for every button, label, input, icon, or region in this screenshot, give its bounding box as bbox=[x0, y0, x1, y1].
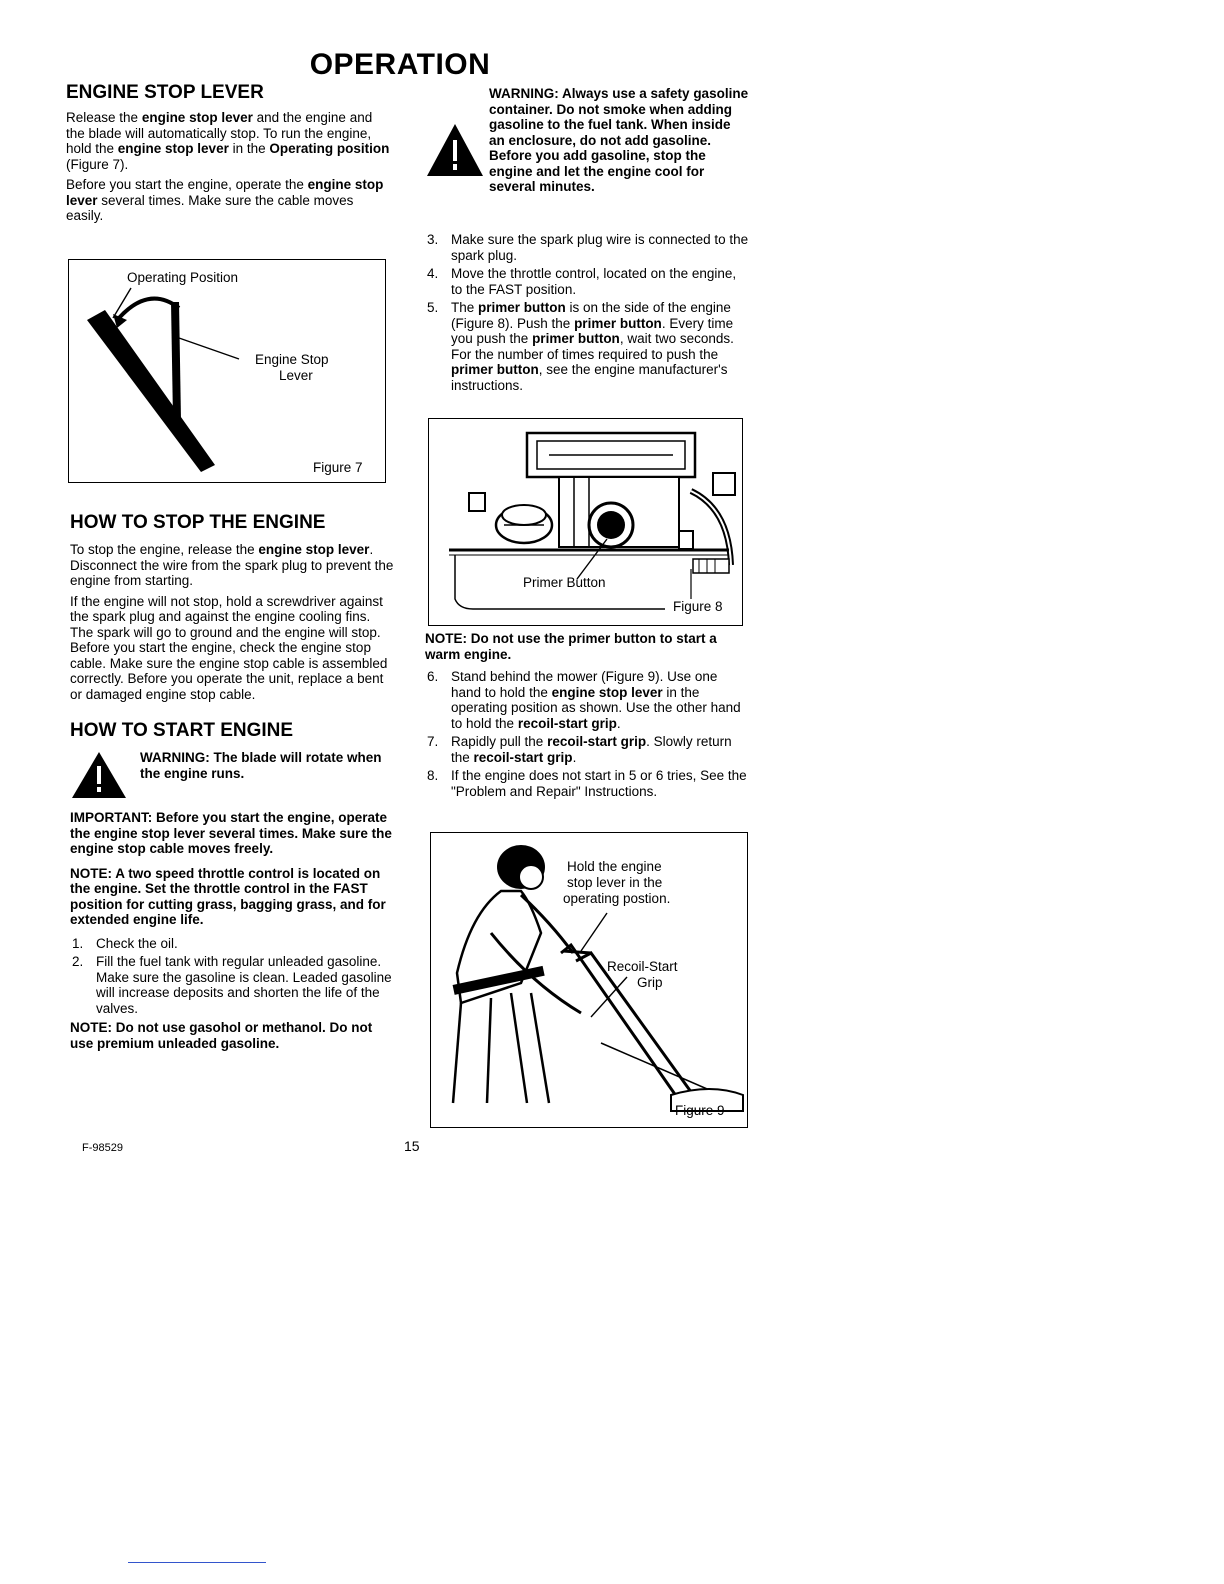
figure-7-label-lever: Lever bbox=[279, 368, 313, 383]
figure-7-label-engine-stop: Engine Stop bbox=[255, 352, 329, 367]
step-number: 1. bbox=[72, 935, 84, 951]
step-number: 7. bbox=[427, 734, 439, 749]
step-item bbox=[425, 734, 750, 765]
blade-warning-text: WARNING: The blade will rotate when the engine runs. bbox=[140, 750, 382, 781]
figure-9-caption: Figure 9 bbox=[675, 1103, 725, 1118]
fuel-warning-text: WARNING: Always use a safety gasoline container. Do not smoke when adding gasoline to the fuel tank. When inside an enclosure, do not add gasoline. Before you add gasoline, stop the engine and let the engine cool for several minutes. bbox=[489, 86, 749, 194]
figure-7-caption: Figure 7 bbox=[313, 460, 363, 475]
step-item bbox=[425, 300, 750, 393]
engine-stop-lever-illustration bbox=[69, 260, 385, 482]
figure-9-label-recoil-1: Recoil-Start bbox=[607, 959, 678, 974]
figure-9-label-recoil-2: Grip bbox=[637, 975, 663, 990]
step-text: Stand behind the mower (Figure 9). Use one hand to hold the engine stop lever in the operating position as shown. Use the other hand to hold the recoil-start grip. bbox=[451, 669, 741, 731]
how-to-stop-para-1: To stop the engine, release the engine stop lever. Disconnect the wire from the spark plug to prevent the engine from starting. bbox=[70, 542, 394, 588]
page-number: 15 bbox=[404, 1138, 420, 1154]
step-number: 8. bbox=[427, 768, 439, 783]
warning-triangle-icon bbox=[70, 750, 128, 800]
start-steps-list-3 bbox=[425, 669, 750, 799]
footer-rule bbox=[128, 1562, 266, 1563]
important-note: IMPORTANT: Before you start the engine, operate the engine stop lever several times. Make sure the engine stop cable moves freely. bbox=[70, 810, 392, 856]
step-item bbox=[425, 232, 750, 263]
step-text: The primer button is on the side of the engine (Figure 8). Push the primer button. Every time you push the primer button, wait two seconds. For the number of times required to push the primer button, see the engine manufacturer's instructions. bbox=[451, 300, 734, 393]
throttle-note: NOTE: A two speed throttle control is located on the engine. Set the throttle control in the FAST position for cutting grass, bagging grass, and for extended engine life. bbox=[70, 865, 386, 927]
step-text: Check the oil. bbox=[96, 935, 178, 951]
step-number: 5. bbox=[427, 300, 439, 315]
step-item bbox=[425, 266, 750, 297]
warning-triangle-icon bbox=[425, 122, 485, 178]
page-title: OPERATION bbox=[309, 48, 491, 81]
figure-8 bbox=[428, 418, 743, 626]
right-column-steps-a bbox=[425, 232, 750, 396]
engine-stop-lever-para-2: Before you start the engine, operate the engine stop lever several times. Make sure the cable moves easily. bbox=[66, 177, 384, 223]
step-text: Make sure the spark plug wire is connected to the spark plug. bbox=[451, 232, 749, 263]
step-text: If the engine does not start in 5 or 6 tries, See the "Problem and Repair" Instructions. bbox=[451, 768, 747, 799]
left-column-lower bbox=[70, 512, 394, 1056]
step-text: Fill the fuel tank with regular unleaded gasoline. Make sure the gasoline is clean. Leaded gasoline will increase deposits and shorten the life of the valves. bbox=[96, 954, 392, 1016]
figure-8-caption: Figure 8 bbox=[673, 599, 723, 614]
section-heading-engine-stop-lever: ENGINE STOP LEVER bbox=[66, 82, 264, 103]
figure-9-label-hold-2: stop lever in the bbox=[567, 875, 663, 890]
how-to-stop-para-2: If the engine will not stop, hold a screwdriver against the spark plug and against the engine cooling fins. The spark will go to ground and the engine will stop. Before you start the engine, check the engine stop cable. Make sure the engine stop cable is assembled correctly. Before you operate the unit, replace a bent or damaged engine stop cable. bbox=[70, 593, 388, 702]
start-steps-list-1 bbox=[70, 936, 394, 1017]
step-item bbox=[70, 954, 394, 1016]
step-text: Move the throttle control, located on the engine, to the FAST position. bbox=[451, 266, 737, 297]
step-item bbox=[425, 669, 750, 731]
figure-9 bbox=[430, 832, 748, 1128]
step-item bbox=[70, 936, 394, 952]
engine-primer-illustration bbox=[429, 419, 742, 625]
blade-warning-block bbox=[70, 750, 394, 800]
section-heading-how-to-start: HOW TO START ENGINE bbox=[70, 720, 294, 741]
start-steps-list-2 bbox=[425, 232, 750, 393]
step-number: 2. bbox=[72, 954, 84, 969]
left-column bbox=[66, 82, 392, 229]
step-number: 6. bbox=[427, 669, 439, 684]
fuel-warning-block bbox=[425, 86, 750, 226]
step-text: Rapidly pull the recoil-start grip. Slowly return the recoil-start grip. bbox=[451, 734, 732, 765]
figure-7 bbox=[68, 259, 386, 483]
document-code: F-98529 bbox=[82, 1142, 123, 1154]
figure-8-label-primer-button: Primer Button bbox=[523, 575, 606, 590]
right-column-steps-b bbox=[425, 631, 750, 802]
engine-stop-lever-para-1: Release the engine stop lever and the engine and the blade will automatically stop. To run the engine, hold the engine stop lever in the Operating position (Figure 7). bbox=[66, 110, 390, 172]
figure-9-label-hold-3: operating postion. bbox=[563, 891, 671, 906]
step-number: 4. bbox=[427, 266, 439, 281]
step-item bbox=[425, 768, 750, 799]
primer-note: NOTE: Do not use the primer button to start a warm engine. bbox=[425, 631, 717, 662]
fuel-note: NOTE: Do not use gasohol or methanol. Do not use premium unleaded gasoline. bbox=[70, 1020, 373, 1051]
step-number: 3. bbox=[427, 232, 439, 247]
figure-7-label-operating-position: Operating Position bbox=[127, 270, 239, 285]
figure-9-label-hold-1: Hold the engine bbox=[567, 859, 662, 874]
section-heading-how-to-stop: HOW TO STOP THE ENGINE bbox=[70, 512, 326, 533]
